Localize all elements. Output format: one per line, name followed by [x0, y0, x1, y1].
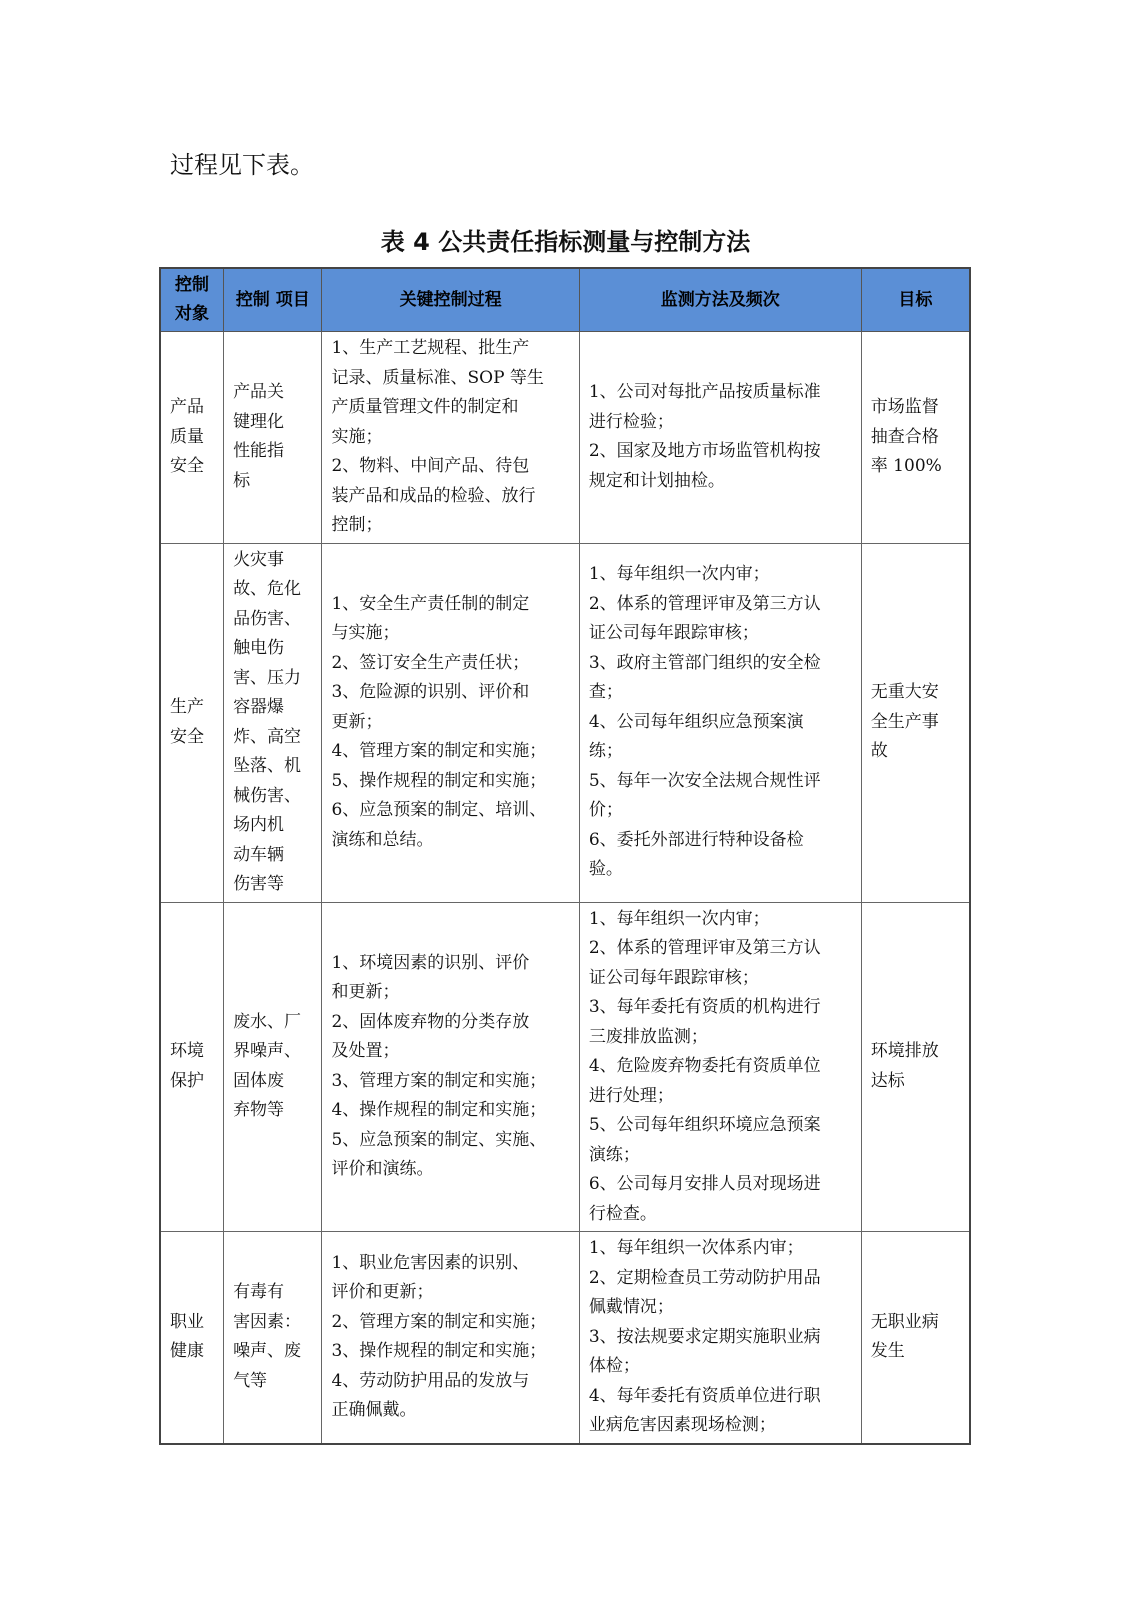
cell-line: 证公司每年跟踪审核；: [588, 967, 759, 988]
cell-monitoring-method: [579, 543, 861, 902]
cell-target: [861, 1232, 970, 1444]
cell-line: 4、劳动防护用品的发放与: [331, 1370, 530, 1391]
cell-line: 械伤害、: [233, 785, 302, 806]
cell-line: 坠落、机: [233, 756, 302, 776]
cell-line: 4、公司每年组织应急预案演: [588, 711, 804, 732]
cell-line: 2、国家及地方市场监管机构按: [588, 441, 821, 462]
table-row: [160, 1232, 970, 1444]
header-control-object: 控制 对象: [160, 268, 224, 332]
header-control-item: 控制 项目: [224, 268, 322, 332]
cell-line: 弃物等: [233, 1100, 285, 1121]
cell-line: 1、安全生产责任制的制定: [331, 593, 530, 614]
cell-monitoring-method: [579, 1232, 861, 1444]
cell-line: 2、定期检查员工劳动防护用品: [588, 1267, 821, 1288]
cell-line: 2、物料、中间产品、待包: [331, 456, 530, 476]
cell-control-object: [160, 332, 224, 544]
cell-line: 练；: [588, 741, 623, 762]
cell-line: 5、公司每年组织环境应急预案: [588, 1115, 821, 1135]
cell-line: 1、每年组织一次内审；: [588, 564, 770, 585]
cell-line: 查；: [588, 682, 623, 703]
cell-line: 5、操作规程的制定和实施；: [331, 770, 547, 791]
cell-line: 验。: [588, 859, 623, 880]
cell-line: 环境: [170, 1041, 204, 1062]
cell-control-item: [224, 543, 322, 902]
cell-line: 环境排放: [870, 1041, 939, 1062]
cell-line: 3、操作规程的制定和实施；: [331, 1341, 547, 1362]
cell-line: 4、操作规程的制定和实施；: [331, 1100, 547, 1121]
cell-line: 容器爆: [233, 697, 285, 717]
cell-line: 3、危险源的识别、评价和: [331, 682, 530, 703]
cell-control-item: [224, 332, 322, 544]
metrics-table: [159, 267, 971, 1445]
cell-line: 职业: [170, 1311, 204, 1332]
cell-line: 生产: [170, 697, 204, 717]
cell-line: 发生: [870, 1341, 905, 1362]
cell-line: 与实施；: [331, 623, 400, 644]
cell-key-process: [322, 1232, 579, 1444]
cell-line: 进行检验；: [588, 411, 674, 432]
header-key-process: 关键控制过程: [322, 268, 579, 332]
cell-line: 2、体系的管理评审及第三方认: [588, 938, 821, 958]
cell-line: 安全: [170, 456, 204, 476]
cell-line: 火灾事: [233, 549, 285, 570]
cell-control-object: [160, 1232, 224, 1444]
cell-line: 4、管理方案的制定和实施；: [331, 741, 547, 762]
cell-line: 固体废: [233, 1070, 285, 1091]
cell-line: 3、按法规要求定期实施职业病: [588, 1326, 821, 1347]
cell-line: 界噪声、: [233, 1041, 302, 1062]
table-row: [160, 543, 970, 902]
cell-line: 3、每年委托有资质的机构进行: [588, 997, 821, 1017]
cell-key-process: [322, 332, 579, 544]
cell-line: 健康: [170, 1341, 204, 1362]
cell-line: 6、应急预案的制定、培训、: [331, 800, 547, 821]
cell-line: 全生产事: [870, 711, 939, 732]
cell-line: 抽查合格: [870, 426, 939, 447]
cell-line: 噪声、废: [233, 1341, 302, 1362]
table-row: [160, 902, 970, 1232]
cell-line: 进行处理；: [588, 1085, 674, 1106]
cell-line: 2、体系的管理评审及第三方认: [588, 593, 821, 614]
cell-line: 炸、高空: [233, 726, 302, 747]
cell-line: 评价和更新；: [331, 1282, 434, 1303]
header-monitoring-method: 监测方法及频次: [579, 268, 861, 332]
cell-line: 害、压力: [233, 667, 302, 688]
cell-line: 质量: [170, 426, 204, 447]
cell-line: 性能指: [233, 441, 285, 462]
cell-control-object: [160, 902, 224, 1232]
cell-line: 装产品和成品的检验、放行: [331, 485, 536, 506]
cell-line: 有毒有: [233, 1282, 285, 1303]
cell-line: 产品关: [233, 382, 285, 403]
cell-line: 无重大安: [870, 682, 939, 703]
cell-line: 标: [233, 470, 251, 491]
table-body: [160, 332, 970, 1444]
cell-line: 触电伤: [233, 638, 285, 658]
cell-line: 达标: [870, 1070, 905, 1091]
intro-text: 过程见下表。: [170, 151, 314, 179]
cell-control-item: [224, 902, 322, 1232]
cell-line: 键理化: [233, 411, 285, 432]
cell-line: 伤害等: [233, 874, 285, 894]
cell-line: 场内机: [233, 815, 285, 835]
cell-line: 演练和总结。: [331, 829, 434, 850]
cell-line: 5、应急预案的制定、实施、: [331, 1129, 547, 1150]
cell-line: 价；: [588, 800, 623, 821]
table-header-row: [160, 268, 970, 332]
cell-line: 行检查。: [588, 1203, 657, 1224]
table-row: [160, 332, 970, 544]
cell-control-object: [160, 543, 224, 902]
cell-line: 记录、质量标准、SOP 等生: [331, 367, 544, 388]
cell-line: 产质量管理文件的制定和: [331, 397, 519, 417]
cell-line: 更新；: [331, 711, 383, 732]
cell-line: 演练；: [588, 1144, 640, 1165]
cell-line: 1、职业危害因素的识别、: [331, 1252, 530, 1273]
cell-line: 三废排放监测；: [588, 1026, 708, 1047]
cell-line: 保护: [170, 1070, 204, 1091]
cell-line: 1、生产工艺规程、批生产: [331, 338, 530, 358]
cell-line: 气等: [233, 1370, 268, 1391]
cell-key-process: [322, 543, 579, 902]
cell-line: 废水、厂: [233, 1011, 302, 1032]
cell-target: [861, 332, 970, 544]
cell-target: [861, 543, 970, 902]
cell-line: 无职业病: [870, 1311, 939, 1332]
cell-line: 评价和演练。: [331, 1159, 434, 1180]
cell-line: 2、签订安全生产责任状；: [331, 652, 530, 673]
cell-target: [861, 902, 970, 1232]
cell-line: 市场监督: [870, 397, 939, 417]
cell-line: 2、管理方案的制定和实施；: [331, 1311, 547, 1332]
cell-line: 正确佩戴。: [331, 1400, 417, 1421]
cell-line: 佩戴情况；: [588, 1297, 674, 1317]
cell-line: 和更新；: [331, 982, 400, 1003]
cell-line: 控制；: [331, 515, 383, 535]
cell-line: 实施；: [331, 426, 383, 447]
cell-line: 故、危化: [233, 579, 302, 599]
cell-monitoring-method: [579, 332, 861, 544]
cell-line: 品伤害、: [233, 608, 302, 629]
cell-line: 率 100%: [870, 456, 942, 476]
table-title: 表 4 公共责任指标测量与控制方法: [380, 228, 751, 256]
cell-key-process: [322, 902, 579, 1232]
cell-control-item: [224, 1232, 322, 1444]
cell-line: 证公司每年跟踪审核；: [588, 623, 759, 644]
cell-line: 安全: [170, 726, 204, 747]
cell-line: 5、每年一次安全法规合规性评: [588, 770, 821, 791]
cell-line: 故: [870, 741, 888, 762]
cell-line: 产品: [170, 397, 204, 417]
cell-line: 动车辆: [233, 844, 285, 865]
cell-monitoring-method: [579, 902, 861, 1232]
cell-line: 4、每年委托有资质单位进行职: [588, 1385, 821, 1406]
cell-line: 害因素：: [233, 1311, 302, 1332]
cell-line: 及处置；: [331, 1041, 400, 1062]
cell-line: 1、环境因素的识别、评价: [331, 952, 530, 973]
cell-line: 1、公司对每批产品按质量标准: [588, 382, 821, 403]
cell-line: 3、管理方案的制定和实施；: [331, 1070, 547, 1091]
cell-line: 6、公司每月安排人员对现场进: [588, 1174, 821, 1194]
cell-line: 1、每年组织一次内审；: [588, 908, 770, 929]
header-target: 目标: [861, 268, 970, 332]
cell-line: 3、政府主管部门组织的安全检: [588, 652, 821, 673]
cell-line: 业病危害因素现场检测；: [588, 1415, 776, 1435]
cell-line: 规定和计划抽检。: [588, 470, 725, 491]
cell-line: 体检；: [588, 1356, 640, 1376]
cell-line: 4、危险废弃物委托有资质单位: [588, 1056, 821, 1076]
cell-line: 6、委托外部进行特种设备检: [588, 829, 804, 850]
cell-line: 2、固体废弃物的分类存放: [331, 1011, 530, 1032]
cell-line: 1、每年组织一次体系内审；: [588, 1238, 804, 1258]
